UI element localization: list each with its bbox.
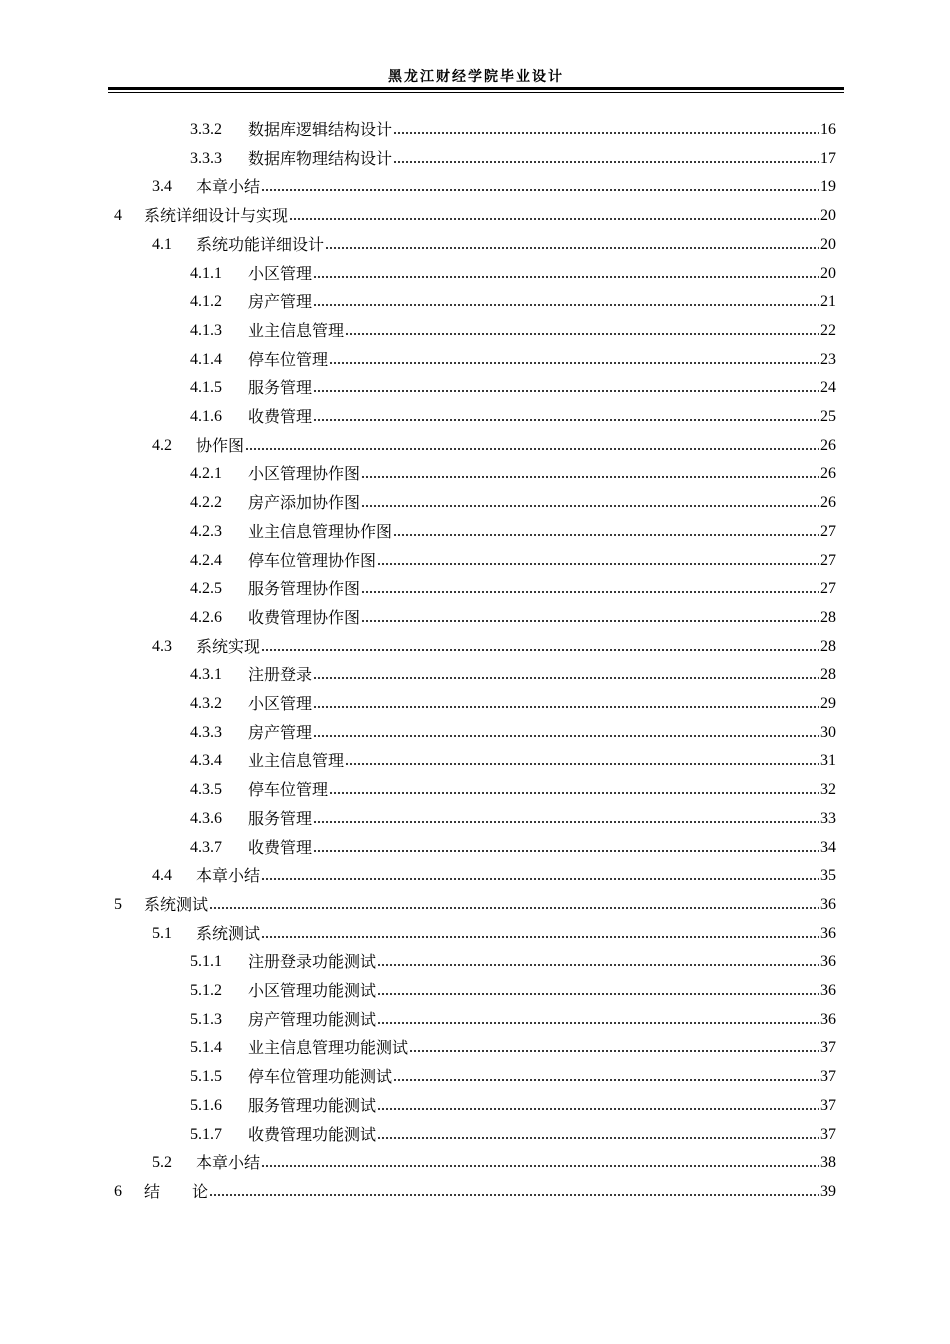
toc-entry[interactable] xyxy=(190,1034,836,1058)
toc-entry-number: 5.1.2 xyxy=(190,982,222,999)
toc-entry-page: 36 xyxy=(820,953,836,970)
toc-entry-page: 21 xyxy=(820,293,836,310)
toc-entry[interactable] xyxy=(190,547,836,571)
toc-dot-leader xyxy=(345,761,819,767)
toc-entry-page: 24 xyxy=(820,379,836,396)
toc-dot-leader xyxy=(377,962,819,968)
toc-entry-number: 5.1.5 xyxy=(190,1068,222,1085)
toc-entry-number: 5.1.1 xyxy=(190,953,222,970)
toc-entry-number: 4.3.3 xyxy=(190,724,222,741)
toc-entry-number: 4.1.1 xyxy=(190,265,222,282)
toc-entry[interactable] xyxy=(152,173,836,197)
toc-entry-number: 5.1.6 xyxy=(190,1097,222,1114)
toc-entry-title: 业主信息管理 xyxy=(248,751,345,770)
toc-entry[interactable] xyxy=(152,231,836,255)
toc-entry-page: 37 xyxy=(820,1039,836,1056)
toc-entry-page: 34 xyxy=(820,839,836,856)
toc-dot-leader xyxy=(329,360,819,366)
toc-entry-number: 4.3 xyxy=(152,638,172,655)
toc-dot-leader xyxy=(325,245,819,251)
toc-entry-number: 4.1.3 xyxy=(190,322,222,339)
toc-entry-page: 37 xyxy=(820,1097,836,1114)
toc-entry[interactable] xyxy=(114,891,836,915)
toc-entry-page: 35 xyxy=(820,867,836,884)
toc-entry-page: 28 xyxy=(820,638,836,655)
toc-dot-leader xyxy=(313,274,819,280)
toc-dot-leader xyxy=(209,1192,819,1198)
toc-entry-title: 停车位管理 xyxy=(248,780,329,799)
toc-entry-title: 本章小结 xyxy=(196,177,261,196)
toc-entry-page: 25 xyxy=(820,408,836,425)
toc-entry-title: 停车位管理协作图 xyxy=(248,551,377,570)
toc-entry-title: 小区管理功能测试 xyxy=(248,981,377,1000)
toc-entry-number: 4.3.5 xyxy=(190,781,222,798)
toc-dot-leader xyxy=(345,331,819,337)
toc-entry[interactable] xyxy=(190,575,836,599)
toc-entry-page: 39 xyxy=(820,1183,836,1200)
toc-dot-leader xyxy=(361,589,819,595)
toc-entry-number: 3.3.3 xyxy=(190,150,222,167)
toc-entry[interactable] xyxy=(190,719,836,743)
toc-entry-number: 5.1 xyxy=(152,925,172,942)
toc-entry[interactable] xyxy=(190,805,836,829)
toc-entry[interactable] xyxy=(152,920,836,944)
toc-entry-page: 23 xyxy=(820,351,836,368)
toc-entry-number: 3.3.2 xyxy=(190,121,222,138)
toc-dot-leader xyxy=(313,733,819,739)
toc-entry-number: 4.1.5 xyxy=(190,379,222,396)
toc-entry-number: 4.2.2 xyxy=(190,494,222,511)
toc-dot-leader xyxy=(313,388,819,394)
toc-entry[interactable] xyxy=(190,317,836,341)
toc-entry[interactable] xyxy=(190,116,836,140)
toc-entry-page: 17 xyxy=(820,150,836,167)
toc-entry[interactable] xyxy=(190,145,836,169)
toc-dot-leader xyxy=(377,991,819,997)
toc-entry-title: 本章小结 xyxy=(196,866,261,885)
toc-entry[interactable] xyxy=(190,1063,836,1087)
toc-entry-title: 房产管理 xyxy=(248,292,313,311)
toc-entry-number: 4.1.2 xyxy=(190,293,222,310)
toc-dot-leader xyxy=(313,819,819,825)
toc-entry-number: 4.2.6 xyxy=(190,609,222,626)
toc-entry-title: 服务管理功能测试 xyxy=(248,1096,377,1115)
toc-dot-leader xyxy=(261,934,819,940)
toc-entry-number: 4.1 xyxy=(152,236,172,253)
toc-entry[interactable] xyxy=(190,661,836,685)
toc-dot-leader xyxy=(261,1163,819,1169)
toc-entry-page: 32 xyxy=(820,781,836,798)
toc-entry[interactable] xyxy=(152,1149,836,1173)
toc-entry[interactable] xyxy=(152,862,836,886)
toc-entry-number: 4.2 xyxy=(152,437,172,454)
toc-entry-title: 收费管理协作图 xyxy=(248,608,361,627)
toc-dot-leader xyxy=(329,790,819,796)
toc-entry-page: 27 xyxy=(820,580,836,597)
toc-entry-number: 4.2.3 xyxy=(190,523,222,540)
toc-dot-leader xyxy=(261,187,819,193)
toc-entry-title: 停车位管理 xyxy=(248,350,329,369)
toc-entry[interactable] xyxy=(190,834,836,858)
toc-dot-leader xyxy=(393,130,819,136)
toc-entry-number: 4.3.2 xyxy=(190,695,222,712)
toc-dot-leader xyxy=(361,618,819,624)
toc-entry[interactable] xyxy=(190,489,836,513)
toc-entry[interactable] xyxy=(190,1006,836,1030)
toc-entry-title: 房产添加协作图 xyxy=(248,493,361,512)
toc-dot-leader xyxy=(261,876,819,882)
toc-entry[interactable] xyxy=(190,690,836,714)
toc-dot-leader xyxy=(313,848,819,854)
toc-entry-page: 27 xyxy=(820,523,836,540)
toc-entry-title: 系统功能详细设计 xyxy=(196,235,325,254)
toc-entry-title: 收费管理功能测试 xyxy=(248,1125,377,1144)
toc-entry-title: 房产管理 xyxy=(248,723,313,742)
header-rule-thin xyxy=(108,92,844,93)
toc-entry-title: 收费管理 xyxy=(248,407,313,426)
toc-entry-number: 4.3.7 xyxy=(190,839,222,856)
toc-dot-leader xyxy=(313,704,819,710)
toc-dot-leader xyxy=(245,446,819,452)
toc-entry[interactable] xyxy=(114,202,836,226)
toc-entry-title: 系统详细设计与实现 xyxy=(144,206,289,225)
toc-entry-title: 业主信息管理 xyxy=(248,321,345,340)
toc-entry-number: 5.2 xyxy=(152,1154,172,1171)
toc-entry-number: 4.2.4 xyxy=(190,552,222,569)
toc-entry[interactable] xyxy=(190,1092,836,1116)
toc-entry-number: 4.3.6 xyxy=(190,810,222,827)
toc-entry-title: 停车位管理功能测试 xyxy=(248,1067,393,1086)
toc-entry-title: 小区管理协作图 xyxy=(248,464,361,483)
toc-entry-page: 26 xyxy=(820,437,836,454)
toc-entry-page: 38 xyxy=(820,1154,836,1171)
toc-dot-leader xyxy=(209,905,819,911)
toc-dot-leader xyxy=(409,1048,819,1054)
toc-dot-leader xyxy=(313,417,819,423)
toc-entry-number: 5 xyxy=(114,896,122,913)
toc-entry-number: 3.4 xyxy=(152,178,172,195)
toc-dot-leader xyxy=(377,1020,819,1026)
toc-entry-page: 31 xyxy=(820,752,836,769)
toc-entry-title: 结 论 xyxy=(144,1182,209,1201)
toc-entry-page: 36 xyxy=(820,982,836,999)
toc-entry-page: 19 xyxy=(820,178,836,195)
toc-entry-title: 服务管理协作图 xyxy=(248,579,361,598)
toc-entry-page: 26 xyxy=(820,465,836,482)
toc-dot-leader xyxy=(377,561,819,567)
toc-entry-title: 数据库物理结构设计 xyxy=(248,149,393,168)
header-rule-thick xyxy=(108,87,844,90)
toc-dot-leader xyxy=(289,216,819,222)
toc-entry-page: 22 xyxy=(820,322,836,339)
toc-entry-title: 业主信息管理功能测试 xyxy=(248,1038,409,1057)
toc-entry-page: 20 xyxy=(820,265,836,282)
toc-dot-leader xyxy=(393,532,819,538)
toc-entry-title: 业主信息管理协作图 xyxy=(248,522,393,541)
toc-dot-leader xyxy=(261,647,819,653)
toc-entry[interactable] xyxy=(152,432,836,456)
toc-entry[interactable] xyxy=(190,403,836,427)
toc-dot-leader xyxy=(313,302,819,308)
toc-entry-page: 26 xyxy=(820,494,836,511)
toc-entry[interactable] xyxy=(190,460,836,484)
toc-entry-number: 5.1.3 xyxy=(190,1011,222,1028)
toc-entry-number: 6 xyxy=(114,1183,122,1200)
toc-entry-page: 27 xyxy=(820,552,836,569)
toc-entry-number: 5.1.4 xyxy=(190,1039,222,1056)
toc-dot-leader xyxy=(393,159,819,165)
toc-entry-title: 系统测试 xyxy=(196,924,261,943)
toc-entry-title: 系统测试 xyxy=(144,895,209,914)
toc-entry-title: 服务管理 xyxy=(248,809,313,828)
toc-entry-title: 数据库逻辑结构设计 xyxy=(248,120,393,139)
toc-dot-leader xyxy=(377,1135,819,1141)
toc-entry[interactable] xyxy=(114,1178,836,1202)
toc-entry[interactable] xyxy=(190,518,836,542)
toc-entry-page: 28 xyxy=(820,666,836,683)
toc-entry-page: 29 xyxy=(820,695,836,712)
toc-entry-number: 4 xyxy=(114,207,122,224)
toc-entry[interactable] xyxy=(190,1121,836,1145)
toc-entry-page: 16 xyxy=(820,121,836,138)
toc-entry-title: 注册登录 xyxy=(248,665,313,684)
toc-entry-page: 28 xyxy=(820,609,836,626)
toc-entry[interactable] xyxy=(190,776,836,800)
toc-entry-number: 4.2.1 xyxy=(190,465,222,482)
toc-entry-title: 服务管理 xyxy=(248,378,313,397)
toc-entry-page: 20 xyxy=(820,236,836,253)
toc-entry-number: 4.3.4 xyxy=(190,752,222,769)
toc-dot-leader xyxy=(361,503,819,509)
toc-entry-number: 5.1.7 xyxy=(190,1126,222,1143)
toc-dot-leader xyxy=(313,675,819,681)
toc-entry[interactable] xyxy=(152,633,836,657)
toc-entry[interactable] xyxy=(190,288,836,312)
toc-entry-page: 30 xyxy=(820,724,836,741)
toc-entry-number: 4.1.4 xyxy=(190,351,222,368)
toc-entry-number: 4.2.5 xyxy=(190,580,222,597)
toc-entry-number: 4.1.6 xyxy=(190,408,222,425)
toc-entry[interactable] xyxy=(190,346,836,370)
toc-entry-page: 36 xyxy=(820,896,836,913)
toc-entry-title: 小区管理 xyxy=(248,264,313,283)
toc-entry-page: 20 xyxy=(820,207,836,224)
toc-entry-title: 系统实现 xyxy=(196,637,261,656)
toc-entry-title: 收费管理 xyxy=(248,838,313,857)
toc-entry-page: 37 xyxy=(820,1068,836,1085)
toc-entry-title: 协作图 xyxy=(196,436,245,455)
page-header-title: 黑龙江财经学院毕业设计 xyxy=(388,69,564,85)
toc-dot-leader xyxy=(361,474,819,480)
toc-entry-title: 房产管理功能测试 xyxy=(248,1010,377,1029)
toc-entry-page: 33 xyxy=(820,810,836,827)
toc-entry-page: 36 xyxy=(820,925,836,942)
toc-entry-title: 本章小结 xyxy=(196,1153,261,1172)
toc-entry-page: 37 xyxy=(820,1126,836,1143)
toc-dot-leader xyxy=(377,1106,819,1112)
toc-entry[interactable] xyxy=(190,948,836,972)
toc-entry[interactable] xyxy=(190,977,836,1001)
toc-entry[interactable] xyxy=(190,747,836,771)
toc-entry-page: 36 xyxy=(820,1011,836,1028)
toc-entry[interactable] xyxy=(190,604,836,628)
toc-entry-number: 4.3.1 xyxy=(190,666,222,683)
toc-dot-leader xyxy=(393,1077,819,1083)
toc-entry-number: 4.4 xyxy=(152,867,172,884)
toc-entry[interactable] xyxy=(190,260,836,284)
toc-entry-title: 注册登录功能测试 xyxy=(248,952,377,971)
toc-entry[interactable] xyxy=(190,374,836,398)
toc-entry-title: 小区管理 xyxy=(248,694,313,713)
